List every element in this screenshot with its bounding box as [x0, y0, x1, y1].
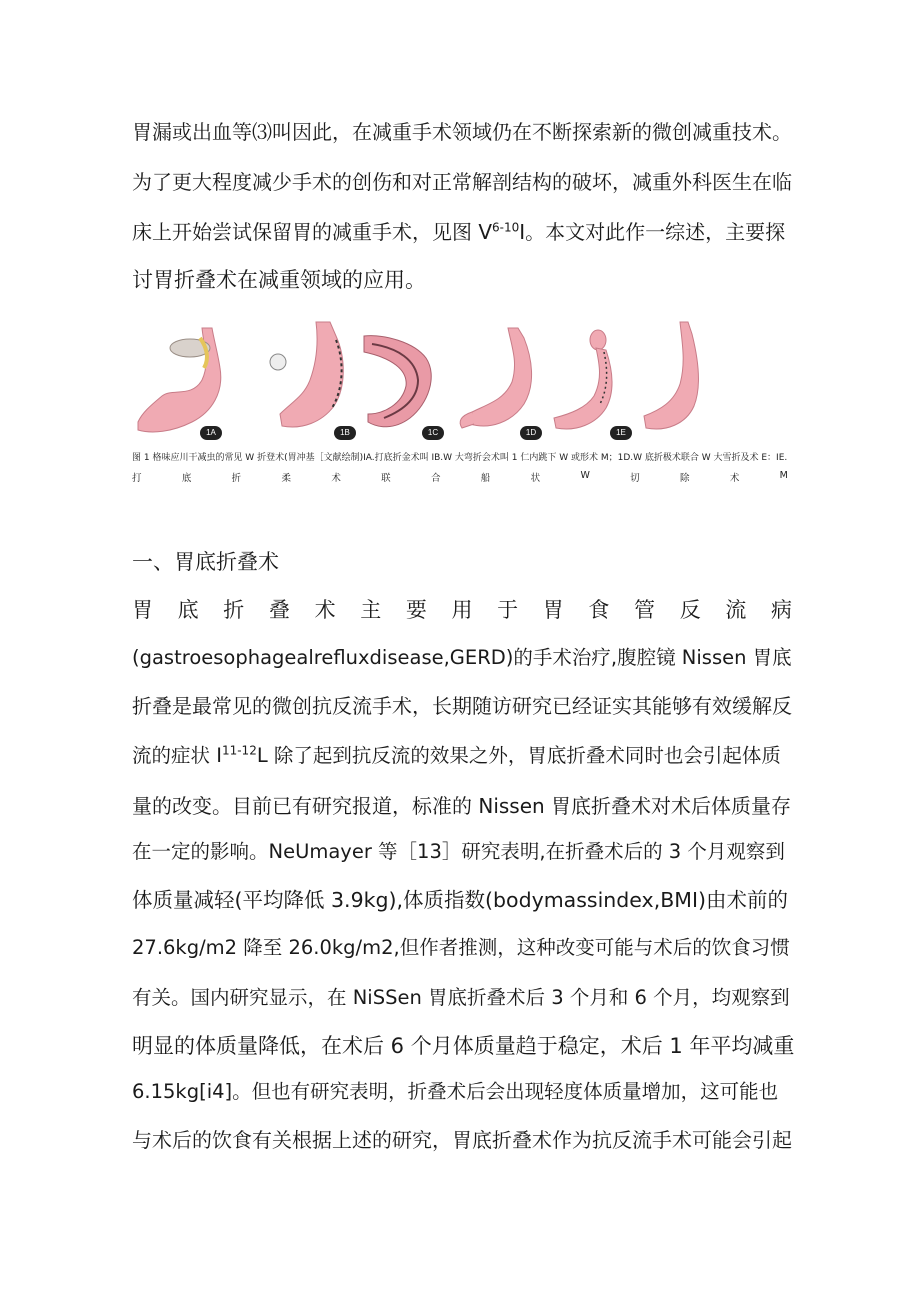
intro-line-3: 床上开始尝试保留胃的减重手术，见图 $V^{6-10}I$。本文对此作一综述，主要探 [132, 220, 786, 244]
section-line-11: 6.15kg[i4]。但也有研究表明，折叠术后会出现轻度体质量增加，这可能也 [132, 1080, 779, 1103]
section-line-9: 有关。国内研究显示，在 NiSSen 胃底折叠术后 3 个月和 6 个月，均观察到 [132, 986, 790, 1009]
section-line-10: 明显的体质量降低，在术后 6 个月体质量趋于稳定，术后 1 年平均减重 [132, 1034, 795, 1058]
figure-label-1c: 1C [422, 426, 444, 440]
figure-label-1d: 1D [520, 426, 542, 440]
figure-panel-1e [542, 318, 638, 444]
intro-line-1: 胃漏或出血等⑶叫因此，在减重手术领域仍在不断探索新的微创减重技术。 [132, 120, 792, 144]
figure-panel-extra [632, 318, 728, 444]
figure-panel-1a [132, 318, 228, 444]
figure-caption-line-2: 打 底 折 柔 术 联 合 船 状 W 切 除 术 M [132, 470, 788, 484]
figure-caption-line-1: 图 1 格味应川干减虫的常见 W 折登术(胃冲基［文献绘制)IA.打底折金术叫 IB.W 大弯折会术叫 1 仁内跳下 W 或形术 M；1D.W 底折极术联合 W 大雪折及术 E：IE. [132, 453, 788, 463]
intro-line-2: 为了更大程度减少手术的创伤和对正常解剖结构的破坏，减重外科医生在临 [132, 170, 792, 194]
section-heading: 一、胃底折叠术 [132, 550, 279, 574]
section-line-1: 胃 底 折 叠 术 主 要 用 于 胃 食 管 反 流 病 [132, 598, 792, 622]
section-line-8: 27.6kg/m2 降至 26.0kg/m2,但作者推测，这种改变可能与术后的饮食习惯 [132, 936, 790, 959]
figure-label-1a: 1A [200, 426, 222, 440]
section-line-4: 流的症状 $I^{11-12}L$ 除了起到抗反流的效果之外，胃底折叠术同时也会引起体质 [132, 743, 781, 767]
stomach-figure [132, 318, 792, 444]
section-line-6: 在一定的影响。NeUmayer 等［13］研究表明,在折叠术后的 3 个月观察到 [132, 840, 785, 863]
section-line-2: (gastroesophagealrefluxdisease,GERD)的手术治疗,腹腔镜 Nissen 胃底 [132, 646, 792, 669]
stomach-illustration-extra [632, 318, 728, 444]
figure-label-1b: 1B [334, 426, 356, 440]
section-line-12: 与术后的饮食有关根据上述的研究，胃底折叠术作为抗反流手术可能会引起 [132, 1128, 792, 1152]
section-line-7: 体质量减轻(平均降低 3.9kg),体质指数(bodymassindex,BMI)由术前的 [132, 888, 788, 912]
figure-label-1e: 1E [610, 426, 632, 440]
section-line-5: 量的改变。目前已有研究报道，标准的 Nissen 胃底折叠术对术后体质量存 [132, 794, 792, 818]
figure-panel-1b [266, 318, 362, 444]
intro-line-4: 讨胃折叠术在减重领域的应用。 [132, 268, 426, 292]
figure-panel-1c [354, 318, 450, 444]
figure-panel-1d [452, 318, 548, 444]
section-line-3: 折叠是最常见的微创抗反流手术，长期随访研究已经证实其能够有效缓解反 [132, 694, 792, 718]
